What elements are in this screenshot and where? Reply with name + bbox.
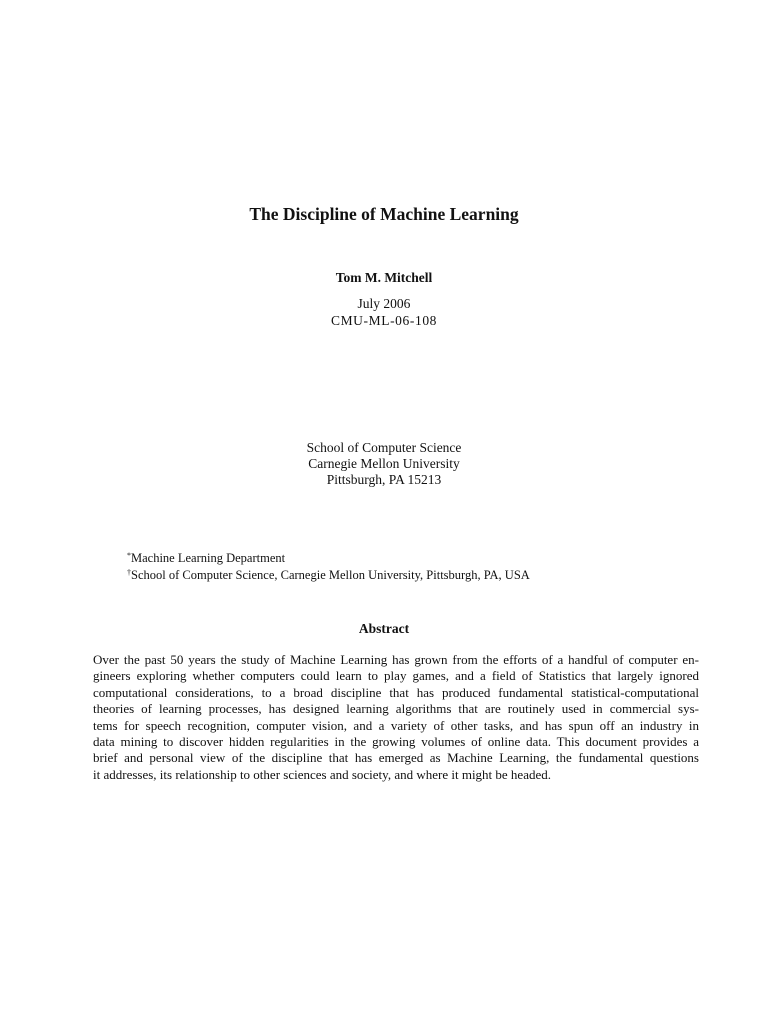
footnote-department	[127, 550, 530, 567]
footnotes	[127, 550, 530, 584]
abstract-line: data mining to discover hidden regularities in the growing volumes of online data. This document provides a	[93, 734, 699, 750]
footnote-text: School of Computer Science, Carnegie Mellon University, Pittsburgh, PA, USA	[131, 568, 530, 582]
abstract-body	[93, 652, 699, 783]
abstract-heading: Abstract	[358, 621, 410, 636]
affiliation-school: School of Computer Science	[306, 440, 462, 455]
author-name: Tom M. Mitchell	[335, 270, 433, 285]
abstract-line: theories of learning processes, has designed learning algorithms that are routinely used in commercial sys-	[93, 701, 699, 717]
affiliation-university: Carnegie Mellon University	[308, 456, 460, 471]
abstract-line: computational considerations, to a broad discipline that has produced fundamental statistical-computational	[93, 684, 699, 700]
abstract-line: brief and personal view of the discipline that has emerged as Machine Learning, the fundamental questions	[93, 750, 699, 766]
paper-title: The Discipline of Machine Learning	[249, 204, 519, 224]
abstract-line: tems for speech recognition, computer vision, and a variety of other tasks, and has spun off an industry in	[93, 717, 699, 733]
abstract-line: it addresses, its relationship to other sciences and society, and where it might be headed.	[93, 766, 551, 782]
footnote-school	[127, 567, 530, 584]
abstract-line: Over the past 50 years the study of Machine Learning has grown from the efforts of a handful of computer en-	[93, 652, 699, 667]
affiliation-address: Pittsburgh, PA 15213	[326, 472, 442, 487]
publication-date: July 2006	[357, 296, 411, 311]
footnote-text: Machine Learning Department	[131, 551, 286, 565]
abstract-line: gineers exploring whether computers could learn to play games, and a field of Statistics that largely ignored	[93, 668, 699, 684]
footnote-mark: *	[127, 551, 131, 560]
footnote-mark: †	[127, 568, 131, 577]
report-number: CMU-ML-06-108	[330, 313, 438, 328]
